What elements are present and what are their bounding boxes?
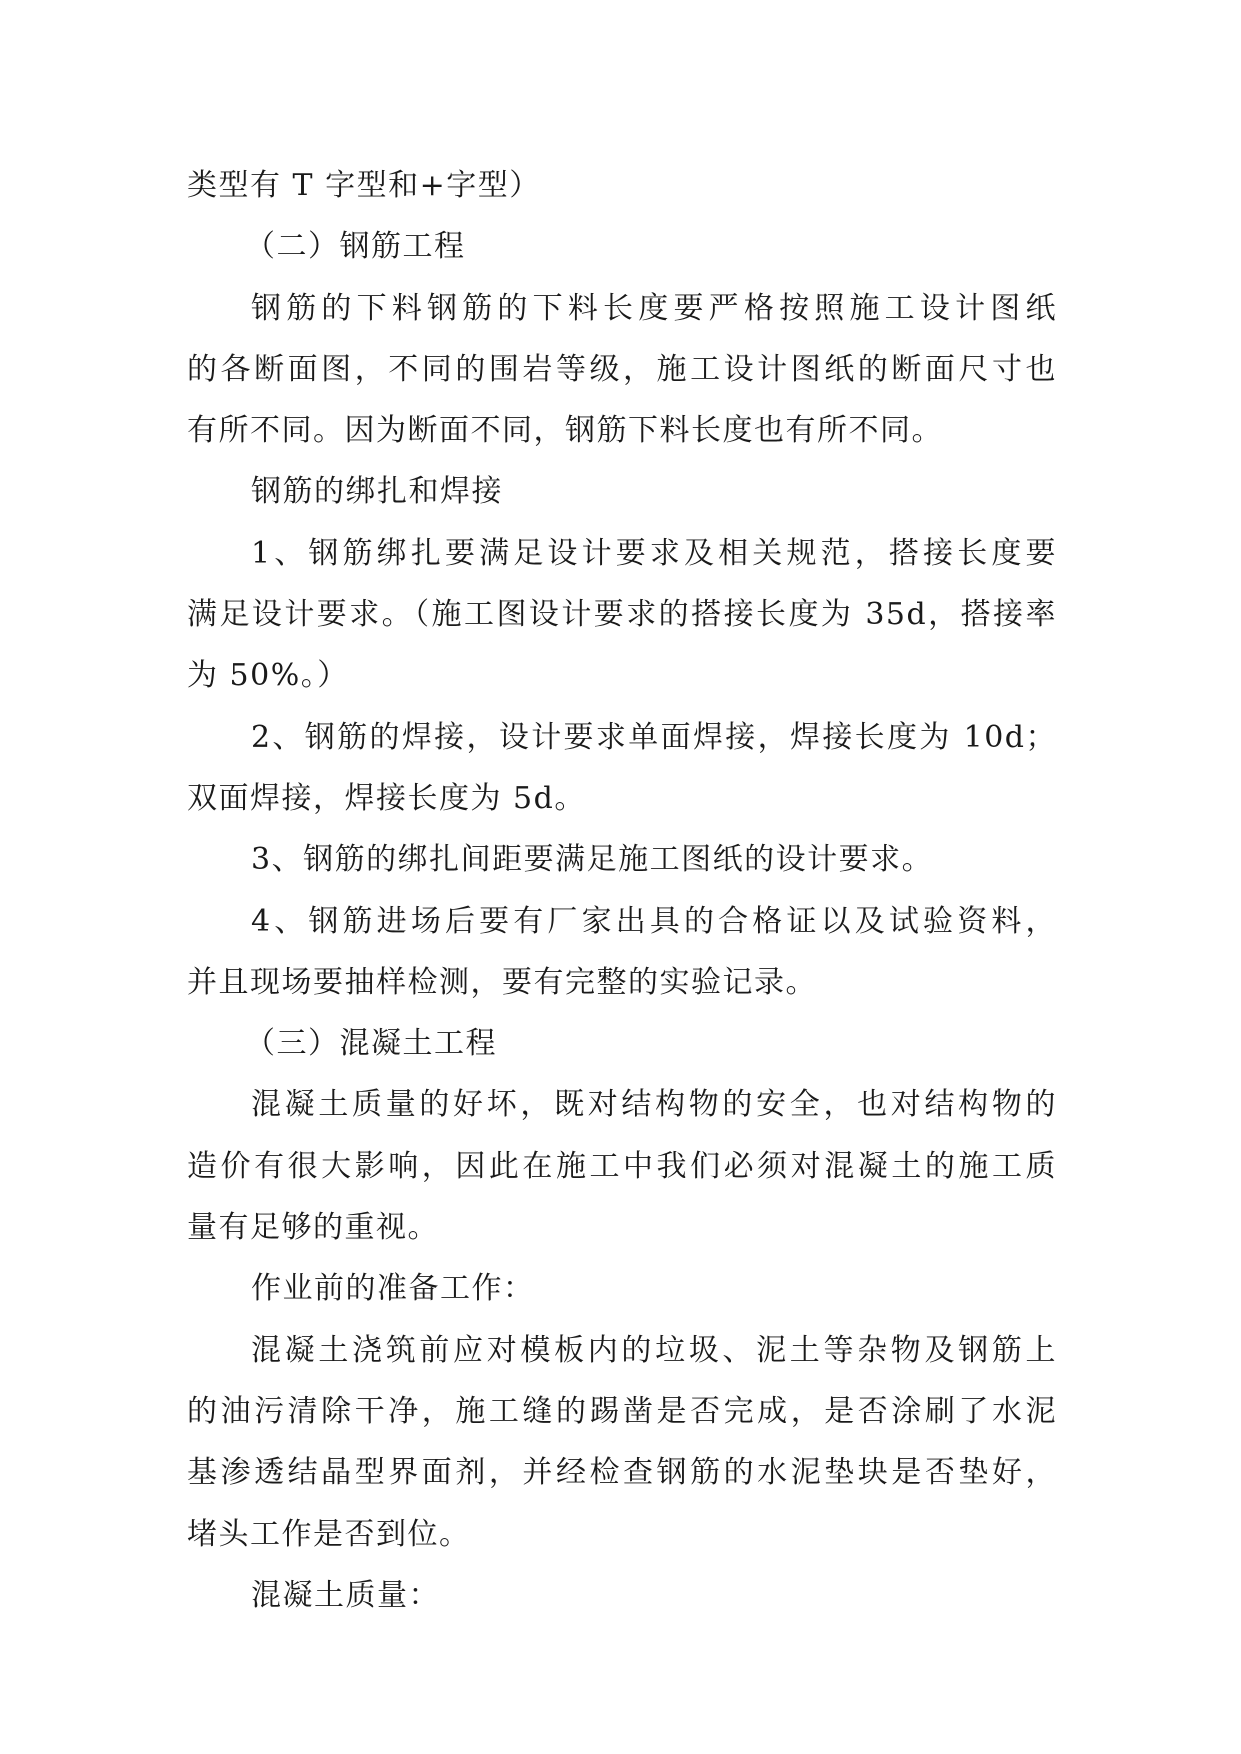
text-line: 4、钢筋进场后要有厂家出具的合格证以及试验资料，	[251, 903, 1057, 939]
text-line: 满足设计要求。（施工图设计要求的搭接长度为 35d，搭接率	[187, 597, 1057, 633]
text-line: 的各断面图，不同的围岩等级，施工设计图纸的断面尺寸也	[187, 351, 1057, 387]
text-line: 堵头工作是否到位。	[187, 1516, 471, 1552]
text-line: 3、钢筋的绑扎间距要满足施工图纸的设计要求。	[251, 842, 934, 878]
document-body	[187, 155, 1057, 1626]
text-line: 混凝土质量的好坏，既对结构物的安全，也对结构物的	[251, 1087, 1057, 1123]
section-heading: （三）混凝土工程	[245, 1026, 497, 1062]
text-line: 的油污清除干净，施工缝的踢凿是否完成，是否涂刷了水泥	[187, 1393, 1057, 1429]
text-line: 1、钢筋绑扎要满足设计要求及相关规范，搭接长度要	[251, 535, 1057, 571]
text-line: 量有足够的重视。	[187, 1210, 439, 1246]
text-line: 2、钢筋的焊接，设计要求单面焊接，焊接长度为 10d；	[251, 719, 1057, 755]
text-line: 为 50%。）	[187, 658, 349, 694]
text-line: 混凝土浇筑前应对模板内的垃圾、泥土等杂物及钢筋上	[251, 1332, 1057, 1368]
text-line: 有所不同。因为断面不同，钢筋下料长度也有所不同。	[187, 413, 943, 449]
subheading: 钢筋的绑扎和焊接	[251, 474, 503, 510]
subheading: 作业前的准备工作：	[251, 1271, 535, 1307]
text-line: 并且现场要抽样检测，要有完整的实验记录。	[187, 964, 817, 1000]
text-line: 类型有 T 字型和+字型）	[187, 168, 541, 203]
section-heading: （二）钢筋工程	[245, 229, 466, 265]
text-line: 双面焊接，焊接长度为 5d。	[187, 780, 586, 816]
text-line: 基渗透结晶型界面剂，并经检查钢筋的水泥垫块是否垫好，	[187, 1455, 1057, 1491]
text-line: 造价有很大影响，因此在施工中我们必须对混凝土的施工质	[187, 1148, 1057, 1184]
subheading: 混凝土质量：	[251, 1577, 440, 1613]
text-line: 钢筋的下料钢筋的下料长度要严格按照施工设计图纸	[251, 290, 1057, 326]
